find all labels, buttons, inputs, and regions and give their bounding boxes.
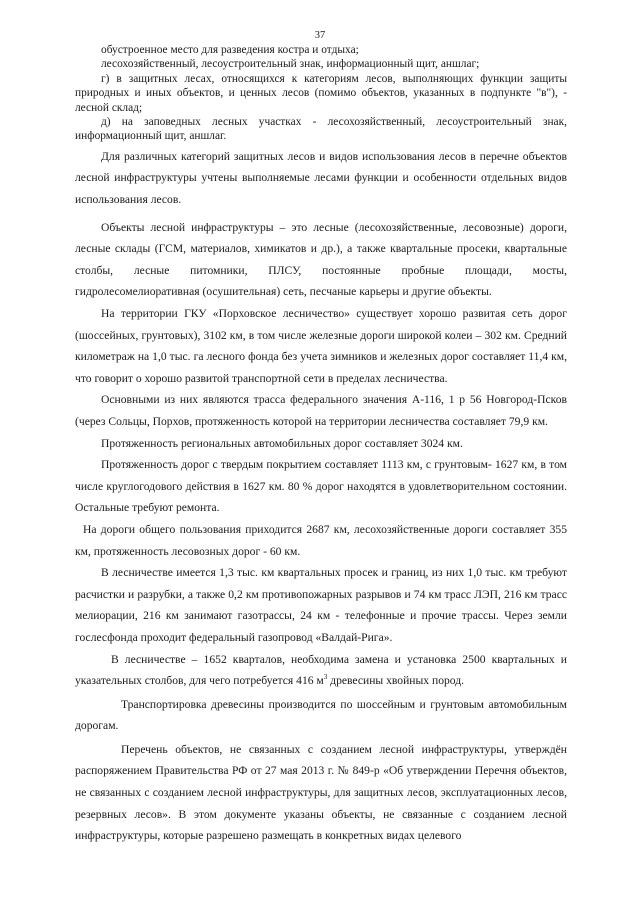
document-body <box>75 43 567 847</box>
paragraph-territory: На территории ГКУ «Порховское лесничество» существует хорошо развитая сеть дорог (шоссейных, грунтовых), 3102 км, в том числе железные дороги широкой колеи – 302 км. Средний километраж на 1,0 тыс. га лесного фонда без учета зимников и железных дорог составляет 11,4 км, что говорит о хорошо развитой транспортной сети в пределах лесничества. <box>75 307 567 385</box>
paragraph-public-roads: На дороги общего пользования приходится 2687 км, лесохозяйственные дороги составляет 355 км, протяженность лесовозных дорог - 60 км. <box>75 522 567 558</box>
quarters-text: В лесничестве – 1652 кварталов, необходима замена и установка 2500 квартальных и указательных столбов, для чего потребуется 416 м <box>75 652 567 688</box>
list-block <box>75 43 567 144</box>
list-item: г) в защитных лесах, относящихся к категориям лесов, выполняющих функции защиты природных и иных объектов, и ценных лесов (помимо объектов, указанных в подпункте "в"), - лесной склад; <box>75 72 567 114</box>
paragraph-main-roads: Основными из них являются трасса федерального значения А-116, 1 р 56 Новгород-Псков (через Сольцы, Порхов, протяженность которой на территории лесничества составляет 79,9 км. <box>75 393 567 428</box>
page-number: 37 <box>314 30 326 41</box>
paragraph-categories: Для различных категорий защитных лесов и видов использования лесов в перечне объектов лесной инфраструктуры учтены выполняемые лесами функции и особенности отдельных видов использования лесов. <box>75 149 567 207</box>
paragraph-infrastructure: Объекты лесной инфраструктуры – это лесные (лесохозяйственные, лесовозные) дороги, лесные склады (ГСМ, материалов, химикатов и др.), а также квартальные просеки, квартальные столбы, лесные питомники, ПЛСУ, постоянные пробные площади, мосты, гидролесомелиоративная (осушительная) сеть, песчаные карьеры и другие объекты. <box>75 220 567 299</box>
list-item: обустроенное место для разведения костра и отдыха; <box>101 44 359 56</box>
list-item: д) на заповедных лесных участках - лесохозяйственный, лесоустроительный знак, информационный щит, аншлаг. <box>75 116 567 143</box>
paragraph-quarters <box>75 649 567 692</box>
body-text <box>75 146 567 847</box>
list-item: лесохозяйственный, лесоустроительный знак, информационный щит, аншлаг; <box>101 58 480 71</box>
cubic-superscript: 3 <box>323 673 328 682</box>
paragraph-transport: Транспортировка древесины производится по шоссейным и грунтовым автомобильным дорогам. <box>75 697 567 733</box>
paragraph-clearings: В лесничестве имеется 1,3 тыс. км квартальных просек и границ, из них 1,0 тыс. км требуют расчистки и разрубки, а также 0,2 км противопожарных разрывов и 74 км трасс ЛЭП, 216 км трасс мелиорации, 216 км занимают газотрассы, 24 км - телефонные и прочие трассы. Через земли гослесфонда проходит федеральный газопровод «Валдай-Рига». <box>75 566 567 644</box>
quarters-text-end: древесины хвойных пород. <box>327 674 465 688</box>
paragraph-list-decree: Перечень объектов, не связанных с созданием лесной инфраструктуры, утверждён распоряжением Правительства РФ от 27 мая 2013 г. № 849-р «Об утверждении Перечня объектов, не связанных с созданием лесной инфраструктуры, для защитных лесов, эксплуатационных лесов, резервных лесов». В этом документе указаны объекты, не связанные с созданием лесной инфраструктуры, которые разрешено размещать в конкретных видах целевого <box>75 742 567 843</box>
paragraph-surface: Протяженность дорог с твердым покрытием составляет 1113 км, с грунтовым- 1627 км, в том числе круглогодового действия в 1627 км. 80 % дорог находятся в удовлетворительном состоянии. Остальные требуют ремонта. <box>75 458 567 515</box>
paragraph-regional: Протяженность региональных автомобильных дорог составляет 3024 км. <box>101 436 463 450</box>
